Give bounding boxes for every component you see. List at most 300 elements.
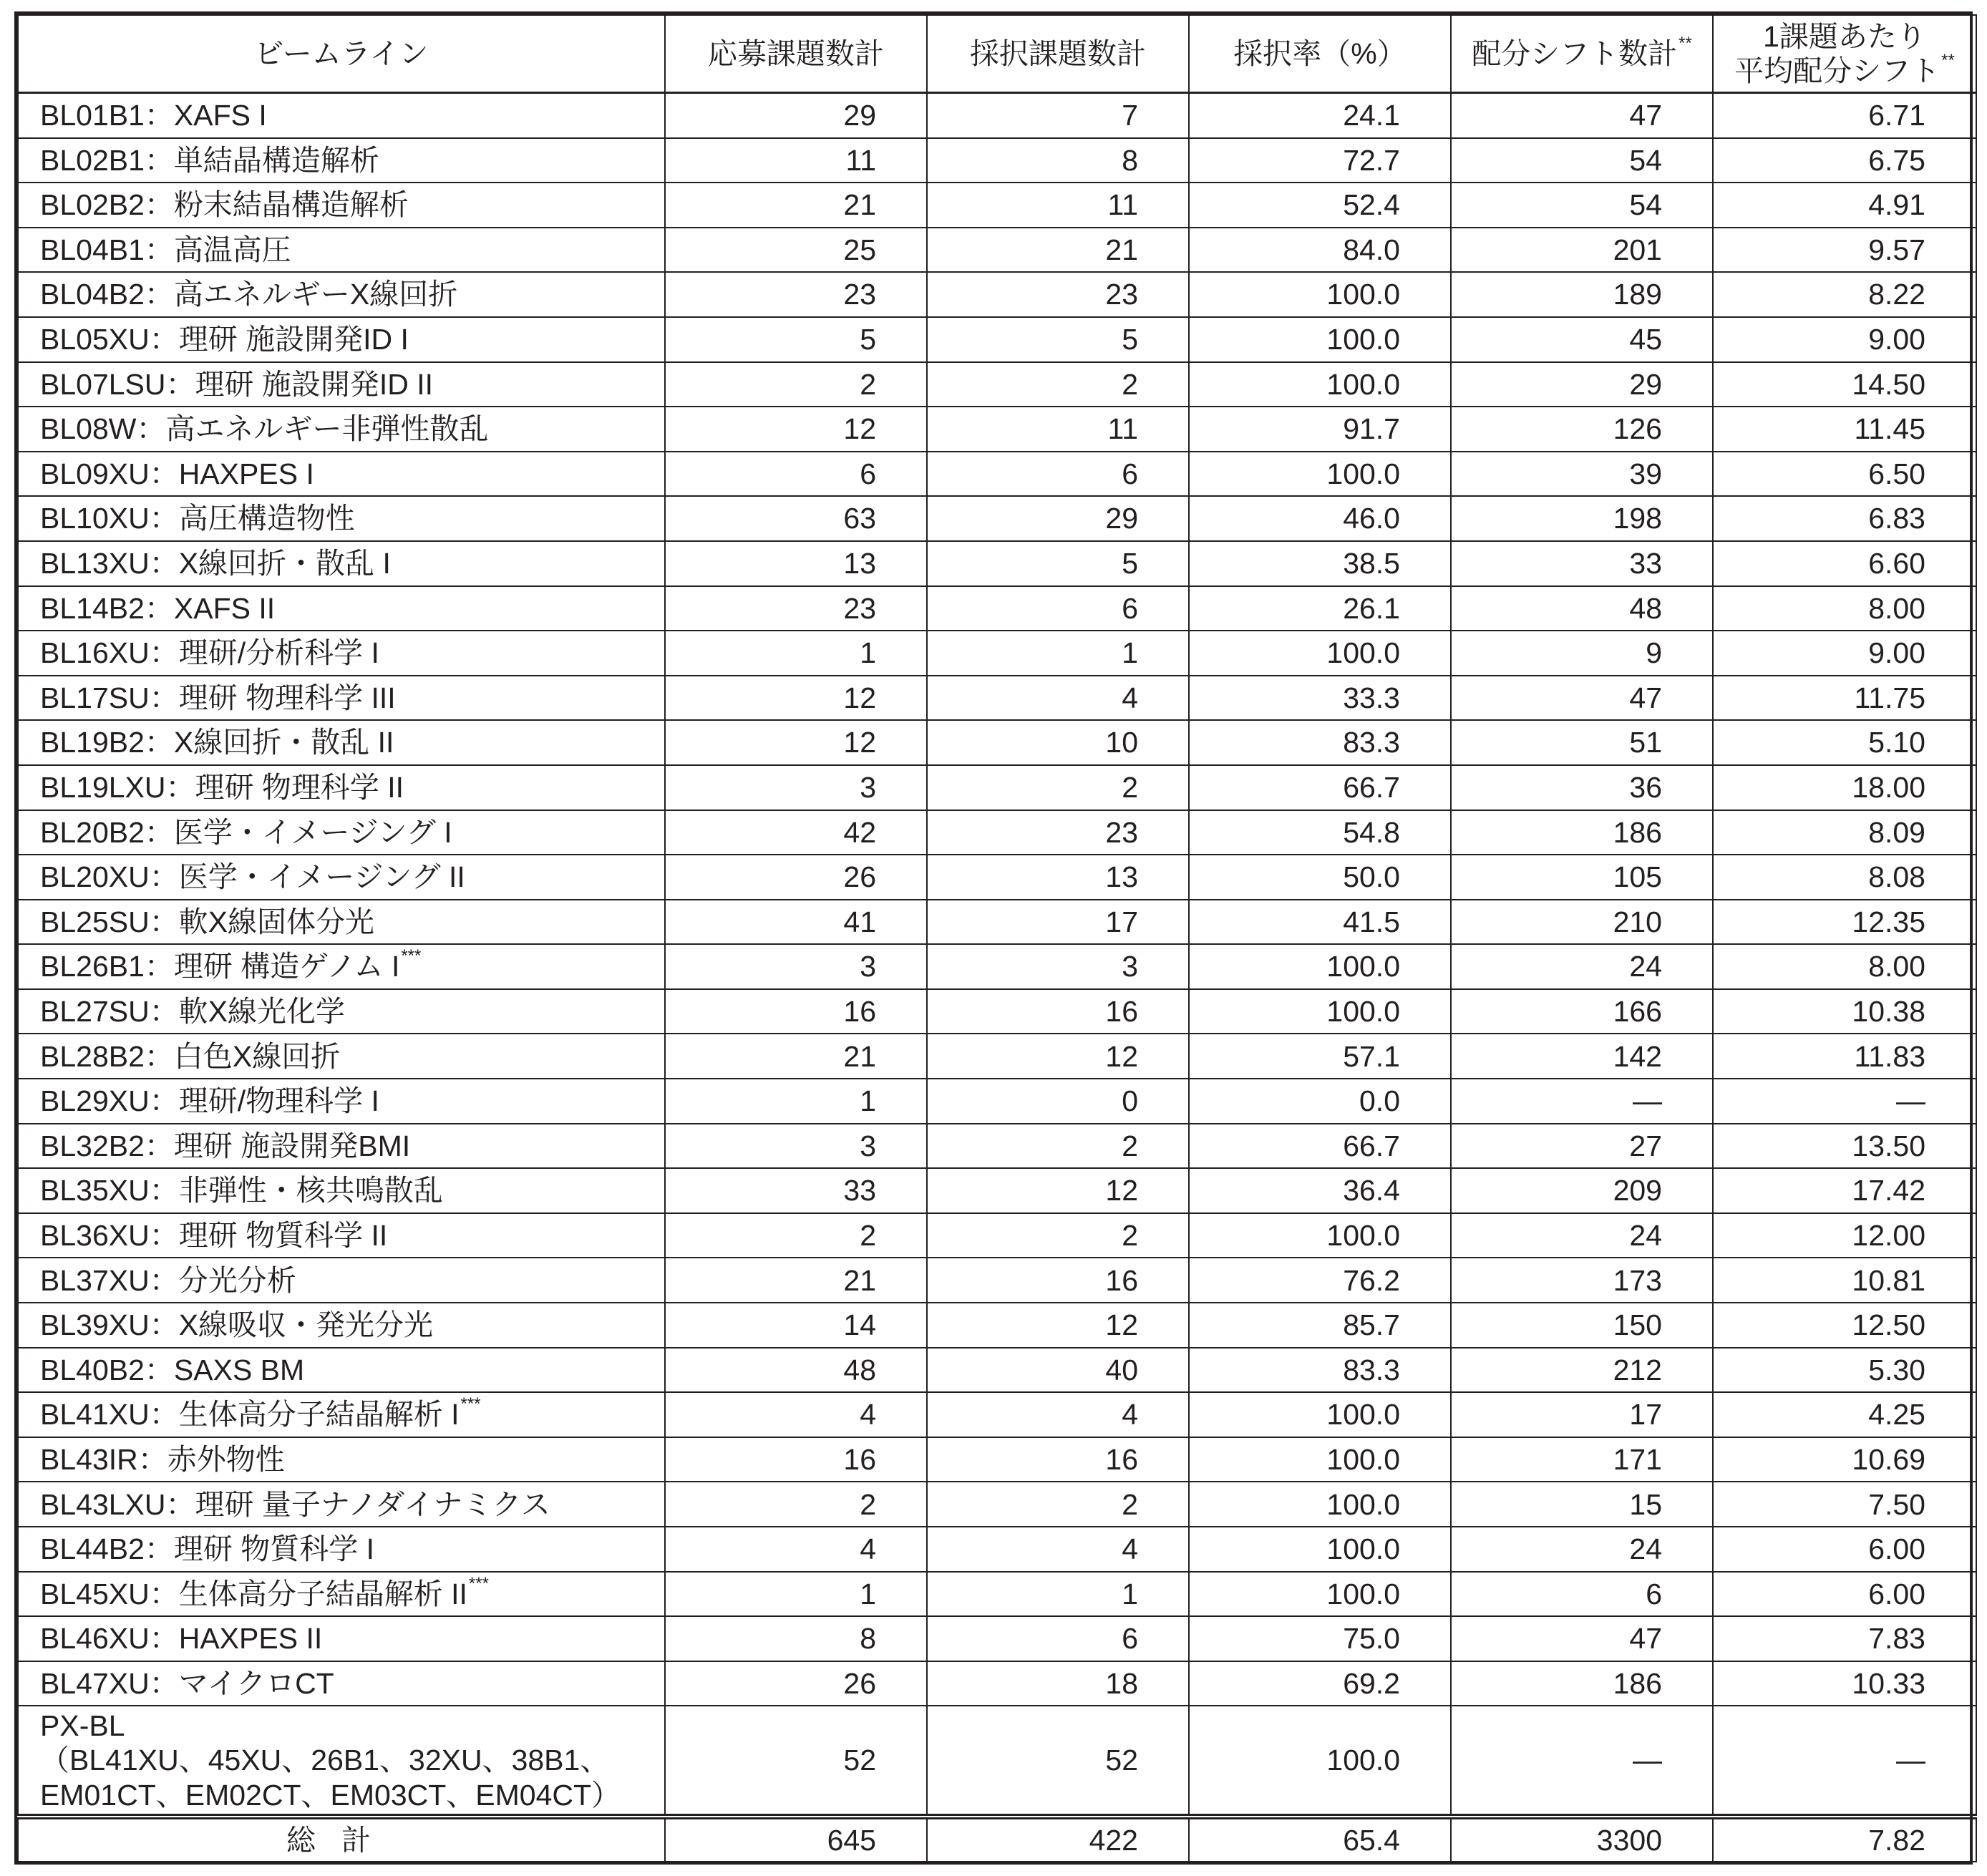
- beamline-name: BL19LXU：理研 物理科学 II: [40, 771, 404, 805]
- beamline-name: BL08W：高エネルギー非弾性散乱: [40, 412, 489, 446]
- beamline-cell: [18, 676, 665, 721]
- table-row: [18, 183, 1976, 228]
- beamline-cell: [18, 631, 665, 676]
- beamline-name: BL36XU：理研 物質科学 II: [40, 1218, 388, 1252]
- approved-cell: 16: [927, 1258, 1189, 1303]
- rate-cell: 91.7: [1189, 407, 1451, 452]
- approved-cell: 16: [927, 1437, 1189, 1482]
- table-row: [18, 765, 1976, 810]
- table-row: [18, 631, 1976, 676]
- table-row: [18, 1168, 1976, 1213]
- avg-cell: 13.50: [1713, 1124, 1976, 1169]
- table-row: [18, 496, 1976, 541]
- header-rate: 採択率（%）: [1189, 15, 1451, 93]
- avg-cell: 6.71: [1713, 93, 1976, 138]
- avg-cell: 6.60: [1713, 541, 1976, 586]
- table-row: [18, 1124, 1976, 1169]
- beamline-cell: [18, 810, 665, 855]
- beamline-name: BL17SU：理研 物理科学 III: [40, 681, 396, 714]
- approved-cell: 6: [927, 452, 1189, 497]
- rate-cell: 100.0: [1189, 1527, 1451, 1572]
- avg-cell: 5.30: [1713, 1348, 1976, 1393]
- approved-cell: 2: [927, 1482, 1189, 1527]
- beamline-cell: [18, 1392, 665, 1437]
- px-bl-shifts: —: [1451, 1706, 1713, 1817]
- avg-cell: 10.33: [1713, 1661, 1976, 1706]
- beamline-name: BL27SU：軟X線光化学: [40, 994, 346, 1028]
- approved-cell: 4: [927, 1527, 1189, 1572]
- avg-cell: 11.75: [1713, 676, 1976, 721]
- beamline-name: BL45XU：生体高分子結晶解析 II: [40, 1577, 467, 1610]
- approved-cell: 16: [927, 989, 1189, 1034]
- applied-cell: 23: [665, 272, 927, 317]
- approved-cell: 12: [927, 1034, 1189, 1079]
- total-label: 総計: [18, 1817, 665, 1862]
- px-bl-row: [18, 1706, 1976, 1817]
- approved-cell: 4: [927, 1392, 1189, 1437]
- table-row: [18, 1437, 1976, 1482]
- beamline-cell: [18, 1124, 665, 1169]
- rate-cell: 100.0: [1189, 989, 1451, 1034]
- table-row: [18, 452, 1976, 497]
- table-row: [18, 944, 1976, 989]
- applied-cell: 1: [665, 631, 927, 676]
- beamline-cell: [18, 1661, 665, 1706]
- avg-cell: 9.00: [1713, 317, 1976, 362]
- applied-cell: 29: [665, 93, 927, 138]
- avg-cell: 10.38: [1713, 989, 1976, 1034]
- beamline-cell: [18, 228, 665, 273]
- shifts-cell: 39: [1451, 452, 1713, 497]
- shifts-cell: 54: [1451, 183, 1713, 228]
- rate-cell: 100.0: [1189, 631, 1451, 676]
- table-row: [18, 407, 1976, 452]
- approved-cell: 13: [927, 855, 1189, 900]
- rate-cell: 83.3: [1189, 720, 1451, 765]
- rate-cell: 57.1: [1189, 1034, 1451, 1079]
- avg-cell: 14.50: [1713, 362, 1976, 407]
- approved-cell: 12: [927, 1303, 1189, 1348]
- table-row: [18, 900, 1976, 945]
- shifts-cell: 36: [1451, 765, 1713, 810]
- avg-cell: 8.00: [1713, 944, 1976, 989]
- beamline-summary-table: [17, 14, 1977, 1862]
- shifts-cell: 126: [1451, 407, 1713, 452]
- rate-cell: 100.0: [1189, 1392, 1451, 1437]
- beamline-name: BL35XU：非弾性・核共鳴散乱: [40, 1174, 443, 1207]
- avg-cell: 6.75: [1713, 138, 1976, 183]
- avg-cell: 7.50: [1713, 1482, 1976, 1527]
- rate-cell: 100.0: [1189, 1482, 1451, 1527]
- rate-cell: 100.0: [1189, 272, 1451, 317]
- header-approved: 採択課題数計: [927, 15, 1189, 93]
- beamline-name: BL04B2：高エネルギーX線回折: [40, 278, 458, 311]
- beamline-name: BL20XU：医学・イメージング II: [40, 860, 465, 894]
- px-bl-approved: 52: [927, 1706, 1189, 1817]
- shifts-cell: 6: [1451, 1572, 1713, 1617]
- approved-cell: 29: [927, 496, 1189, 541]
- footnote-mark: ***: [460, 1394, 481, 1414]
- approved-cell: 7: [927, 93, 1189, 138]
- table-row: [18, 272, 1976, 317]
- shifts-cell: 171: [1451, 1437, 1713, 1482]
- shifts-cell: 173: [1451, 1258, 1713, 1303]
- header-shifts: [1451, 15, 1713, 93]
- avg-cell: —: [1713, 1079, 1976, 1124]
- shifts-cell: 186: [1451, 1661, 1713, 1706]
- rate-cell: 100.0: [1189, 1213, 1451, 1258]
- beamline-cell: [18, 855, 665, 900]
- shifts-cell: —: [1451, 1079, 1713, 1124]
- beamline-cell: [18, 1482, 665, 1527]
- approved-cell: 2: [927, 1213, 1189, 1258]
- beamline-name: BL40B2：SAXS BM: [40, 1353, 305, 1386]
- approved-cell: 4: [927, 676, 1189, 721]
- beamline-cell: [18, 452, 665, 497]
- shifts-cell: 29: [1451, 362, 1713, 407]
- shifts-cell: 150: [1451, 1303, 1713, 1348]
- px-bl-rate: 100.0: [1189, 1706, 1451, 1817]
- beamline-cell: [18, 138, 665, 183]
- approved-cell: 21: [927, 228, 1189, 273]
- px-bl-cell: [18, 1706, 665, 1817]
- approved-cell: 5: [927, 541, 1189, 586]
- beamline-name: BL28B2：白色X線回折: [40, 1039, 341, 1073]
- beamline-name: BL05XU：理研 施設開発ID I: [40, 323, 409, 356]
- beamline-name: BL20B2：医学・イメージング I: [40, 815, 452, 849]
- beamline-name: BL41XU：生体高分子結晶解析 I: [40, 1398, 460, 1432]
- shifts-cell: 210: [1451, 900, 1713, 945]
- rate-cell: 36.4: [1189, 1168, 1451, 1213]
- header-avg-shifts: [1713, 15, 1976, 93]
- beamline-name: BL02B1：単結晶構造解析: [40, 143, 379, 177]
- avg-cell: 12.00: [1713, 1213, 1976, 1258]
- total-shifts: 3300: [1451, 1817, 1713, 1862]
- approved-cell: 18: [927, 1661, 1189, 1706]
- table-row: [18, 1616, 1976, 1661]
- table-row: [18, 362, 1976, 407]
- applied-cell: 4: [665, 1527, 927, 1572]
- beamline-name: BL16XU：理研/分析科学 I: [40, 636, 379, 670]
- beamline-name: BL46XU：HAXPES II: [40, 1622, 323, 1656]
- approved-cell: 17: [927, 900, 1189, 945]
- beamline-cell: [18, 407, 665, 452]
- shifts-cell: 27: [1451, 1124, 1713, 1169]
- applied-cell: 23: [665, 586, 927, 631]
- applied-cell: 14: [665, 1303, 927, 1348]
- applied-cell: 26: [665, 855, 927, 900]
- beamline-cell: [18, 93, 665, 138]
- applied-cell: 41: [665, 900, 927, 945]
- applied-cell: 4: [665, 1392, 927, 1437]
- applied-cell: 42: [665, 810, 927, 855]
- shifts-cell: 142: [1451, 1034, 1713, 1079]
- rate-cell: 100.0: [1189, 944, 1451, 989]
- header-avg-line2-wrap: [1714, 51, 1976, 88]
- beamline-name: BL02B2：粉末結晶構造解析: [40, 188, 409, 222]
- table-row: [18, 720, 1976, 765]
- avg-cell: 12.50: [1713, 1303, 1976, 1348]
- beamline-cell: [18, 1616, 665, 1661]
- avg-cell: 8.00: [1713, 586, 1976, 631]
- rate-cell: 52.4: [1189, 183, 1451, 228]
- beamline-name: BL13XU：X線回折・散乱 I: [40, 547, 391, 580]
- approved-cell: 11: [927, 183, 1189, 228]
- applied-cell: 3: [665, 1124, 927, 1169]
- rate-cell: 33.3: [1189, 676, 1451, 721]
- total-row: [18, 1817, 1976, 1862]
- rate-cell: 54.8: [1189, 810, 1451, 855]
- rate-cell: 83.3: [1189, 1348, 1451, 1393]
- header-avg-line1: 1課題あたり: [1763, 19, 1926, 53]
- shifts-cell: 212: [1451, 1348, 1713, 1393]
- shifts-cell: 47: [1451, 1616, 1713, 1661]
- table-row: [18, 1079, 1976, 1124]
- applied-cell: 25: [665, 228, 927, 273]
- rate-cell: 72.7: [1189, 138, 1451, 183]
- beamline-cell: [18, 900, 665, 945]
- beamline-cell: [18, 183, 665, 228]
- rate-cell: 46.0: [1189, 496, 1451, 541]
- beamline-cell: [18, 1303, 665, 1348]
- avg-cell: 6.50: [1713, 452, 1976, 497]
- approved-cell: 2: [927, 765, 1189, 810]
- table-body: [18, 93, 1976, 1817]
- approved-cell: 6: [927, 1616, 1189, 1661]
- beamline-cell: [18, 1258, 665, 1303]
- approved-cell: 1: [927, 631, 1189, 676]
- avg-cell: 6.00: [1713, 1572, 1976, 1617]
- total-applied: 645: [665, 1817, 927, 1862]
- applied-cell: 48: [665, 1348, 927, 1393]
- table-row: [18, 1258, 1976, 1303]
- avg-cell: 17.42: [1713, 1168, 1976, 1213]
- beamline-name: BL43IR：赤外物性: [40, 1442, 285, 1476]
- shifts-cell: 209: [1451, 1168, 1713, 1213]
- table-row: [18, 810, 1976, 855]
- table-row: [18, 1482, 1976, 1527]
- px-bl-line1: PX-BL: [40, 1709, 125, 1742]
- applied-cell: 1: [665, 1572, 927, 1617]
- avg-cell: 18.00: [1713, 765, 1976, 810]
- shifts-cell: 33: [1451, 541, 1713, 586]
- applied-cell: 21: [665, 1258, 927, 1303]
- beamline-name: BL01B1：XAFS I: [40, 99, 267, 132]
- beamline-cell: [18, 720, 665, 765]
- table-row: [18, 586, 1976, 631]
- shifts-cell: 24: [1451, 944, 1713, 989]
- approved-cell: 0: [927, 1079, 1189, 1124]
- beamline-name: BL14B2：XAFS II: [40, 591, 276, 625]
- table-row: [18, 1213, 1976, 1258]
- approved-cell: 23: [927, 272, 1189, 317]
- applied-cell: 21: [665, 1034, 927, 1079]
- avg-cell: 10.69: [1713, 1437, 1976, 1482]
- applied-cell: 8: [665, 1616, 927, 1661]
- shifts-cell: 9: [1451, 631, 1713, 676]
- approved-cell: 40: [927, 1348, 1189, 1393]
- shifts-cell: 47: [1451, 93, 1713, 138]
- beamline-name: BL19B2：X線回折・散乱 II: [40, 726, 394, 759]
- beamline-name: BL47XU：マイクロCT: [40, 1666, 334, 1700]
- shifts-cell: 105: [1451, 855, 1713, 900]
- beamline-cell: [18, 1079, 665, 1124]
- applied-cell: 1: [665, 1079, 927, 1124]
- rate-cell: 0.0: [1189, 1079, 1451, 1124]
- avg-cell: 8.08: [1713, 855, 1976, 900]
- applied-cell: 16: [665, 1437, 927, 1482]
- rate-cell: 75.0: [1189, 1616, 1451, 1661]
- footnote-mark: ***: [401, 946, 422, 966]
- shifts-cell: 15: [1451, 1482, 1713, 1527]
- approved-cell: 3: [927, 944, 1189, 989]
- px-bl-line2: （BL41XU、45XU、26B1、32XU、38B1、: [40, 1744, 610, 1777]
- shifts-cell: 166: [1451, 989, 1713, 1034]
- beamline-name: BL39XU：X線吸収・発光分光: [40, 1308, 434, 1342]
- rate-cell: 41.5: [1189, 900, 1451, 945]
- avg-cell: 6.00: [1713, 1527, 1976, 1572]
- applied-cell: 13: [665, 541, 927, 586]
- applied-cell: 26: [665, 1661, 927, 1706]
- beamline-cell: [18, 541, 665, 586]
- rate-cell: 38.5: [1189, 541, 1451, 586]
- shifts-cell: 186: [1451, 810, 1713, 855]
- header-avg-mark: **: [1941, 51, 1955, 70]
- applied-cell: 21: [665, 183, 927, 228]
- shifts-cell: 48: [1451, 586, 1713, 631]
- beamline-cell: [18, 765, 665, 810]
- beamline-cell: [18, 1034, 665, 1079]
- shifts-cell: 54: [1451, 138, 1713, 183]
- header-shifts-mark: **: [1678, 33, 1692, 53]
- rate-cell: 84.0: [1189, 228, 1451, 273]
- beamline-cell: [18, 1168, 665, 1213]
- shifts-cell: 201: [1451, 228, 1713, 273]
- table-row: [18, 93, 1976, 138]
- beamline-cell: [18, 317, 665, 362]
- rate-cell: 85.7: [1189, 1303, 1451, 1348]
- table-row: [18, 138, 1976, 183]
- approved-cell: 2: [927, 1124, 1189, 1169]
- table-row: [18, 541, 1976, 586]
- beamline-cell: [18, 496, 665, 541]
- applied-cell: 5: [665, 317, 927, 362]
- approved-cell: 11: [927, 407, 1189, 452]
- table-row: [18, 1392, 1976, 1437]
- approved-cell: 23: [927, 810, 1189, 855]
- shifts-cell: 47: [1451, 676, 1713, 721]
- beamline-cell: [18, 989, 665, 1034]
- table-row: [18, 1034, 1976, 1079]
- avg-cell: 11.83: [1713, 1034, 1976, 1079]
- total-rate: 65.4: [1189, 1817, 1451, 1862]
- approved-cell: 2: [927, 362, 1189, 407]
- beamline-name: BL32B2：理研 施設開発BMI: [40, 1129, 411, 1162]
- rate-cell: 66.7: [1189, 765, 1451, 810]
- beamline-name: BL26B1：理研 構造ゲノム I: [40, 950, 400, 983]
- px-bl-line3: EM01CT、EM02CT、EM03CT、EM04CT）: [40, 1778, 621, 1812]
- table-row: [18, 676, 1976, 721]
- rate-cell: 100.0: [1189, 362, 1451, 407]
- approved-cell: 5: [927, 317, 1189, 362]
- beamline-cell: [18, 1527, 665, 1572]
- shifts-cell: 24: [1451, 1213, 1713, 1258]
- table-row: [18, 1572, 1976, 1617]
- header-avg-line2: 平均配分シフト: [1734, 54, 1940, 87]
- applied-cell: 3: [665, 944, 927, 989]
- header-applied: 応募課題数計: [665, 15, 927, 93]
- approved-cell: 6: [927, 586, 1189, 631]
- avg-cell: 5.10: [1713, 720, 1976, 765]
- approved-cell: 1: [927, 1572, 1189, 1617]
- table-row: [18, 855, 1976, 900]
- shifts-cell: 45: [1451, 317, 1713, 362]
- rate-cell: 66.7: [1189, 1124, 1451, 1169]
- table-row: [18, 989, 1976, 1034]
- applied-cell: 63: [665, 496, 927, 541]
- beamline-cell: [18, 1572, 665, 1617]
- rate-cell: 26.1: [1189, 586, 1451, 631]
- beamline-name: BL04B1：高温高圧: [40, 233, 291, 266]
- applied-cell: 11: [665, 138, 927, 183]
- rate-cell: 100.0: [1189, 1437, 1451, 1482]
- beamline-name: BL43LXU：理研 量子ナノダイナミクス: [40, 1487, 550, 1521]
- beamline-cell: [18, 944, 665, 989]
- header-beamline: ビームライン: [18, 15, 665, 93]
- table-row: [18, 1661, 1976, 1706]
- shifts-cell: 51: [1451, 720, 1713, 765]
- avg-cell: 12.35: [1713, 900, 1976, 945]
- table-footer: [18, 1817, 1976, 1862]
- applied-cell: 33: [665, 1168, 927, 1213]
- beamline-summary-table-frame: [14, 11, 1973, 1865]
- header-row: [18, 15, 1976, 93]
- table-row: [18, 1303, 1976, 1348]
- table-row: [18, 1527, 1976, 1572]
- applied-cell: 2: [665, 1213, 927, 1258]
- total-avg: 7.82: [1713, 1817, 1976, 1862]
- applied-cell: 3: [665, 765, 927, 810]
- table-header: [18, 15, 1976, 93]
- avg-cell: 8.09: [1713, 810, 1976, 855]
- applied-cell: 12: [665, 720, 927, 765]
- applied-cell: 16: [665, 989, 927, 1034]
- beamline-name: BL37XU：分光分析: [40, 1263, 296, 1297]
- shifts-cell: 189: [1451, 272, 1713, 317]
- shifts-cell: 24: [1451, 1527, 1713, 1572]
- rate-cell: 100.0: [1189, 452, 1451, 497]
- px-bl-applied: 52: [665, 1706, 927, 1817]
- beamline-cell: [18, 362, 665, 407]
- table-row: [18, 1348, 1976, 1393]
- beamline-cell: [18, 1213, 665, 1258]
- rate-cell: 100.0: [1189, 317, 1451, 362]
- avg-cell: 6.83: [1713, 496, 1976, 541]
- beamline-name: BL07LSU：理研 施設開発ID II: [40, 367, 434, 401]
- avg-cell: 11.45: [1713, 407, 1976, 452]
- approved-cell: 12: [927, 1168, 1189, 1213]
- approved-cell: 10: [927, 720, 1189, 765]
- beamline-name: BL09XU：HAXPES I: [40, 457, 314, 490]
- header-shifts-label: 配分シフト数計: [1472, 37, 1678, 70]
- avg-cell: 8.22: [1713, 272, 1976, 317]
- beamline-name: BL29XU：理研/物理科学 I: [40, 1084, 379, 1118]
- avg-cell: 7.83: [1713, 1616, 1976, 1661]
- rate-cell: 100.0: [1189, 1572, 1451, 1617]
- applied-cell: 2: [665, 362, 927, 407]
- beamline-name: BL25SU：軟X線固体分光: [40, 905, 375, 938]
- rate-cell: 69.2: [1189, 1661, 1451, 1706]
